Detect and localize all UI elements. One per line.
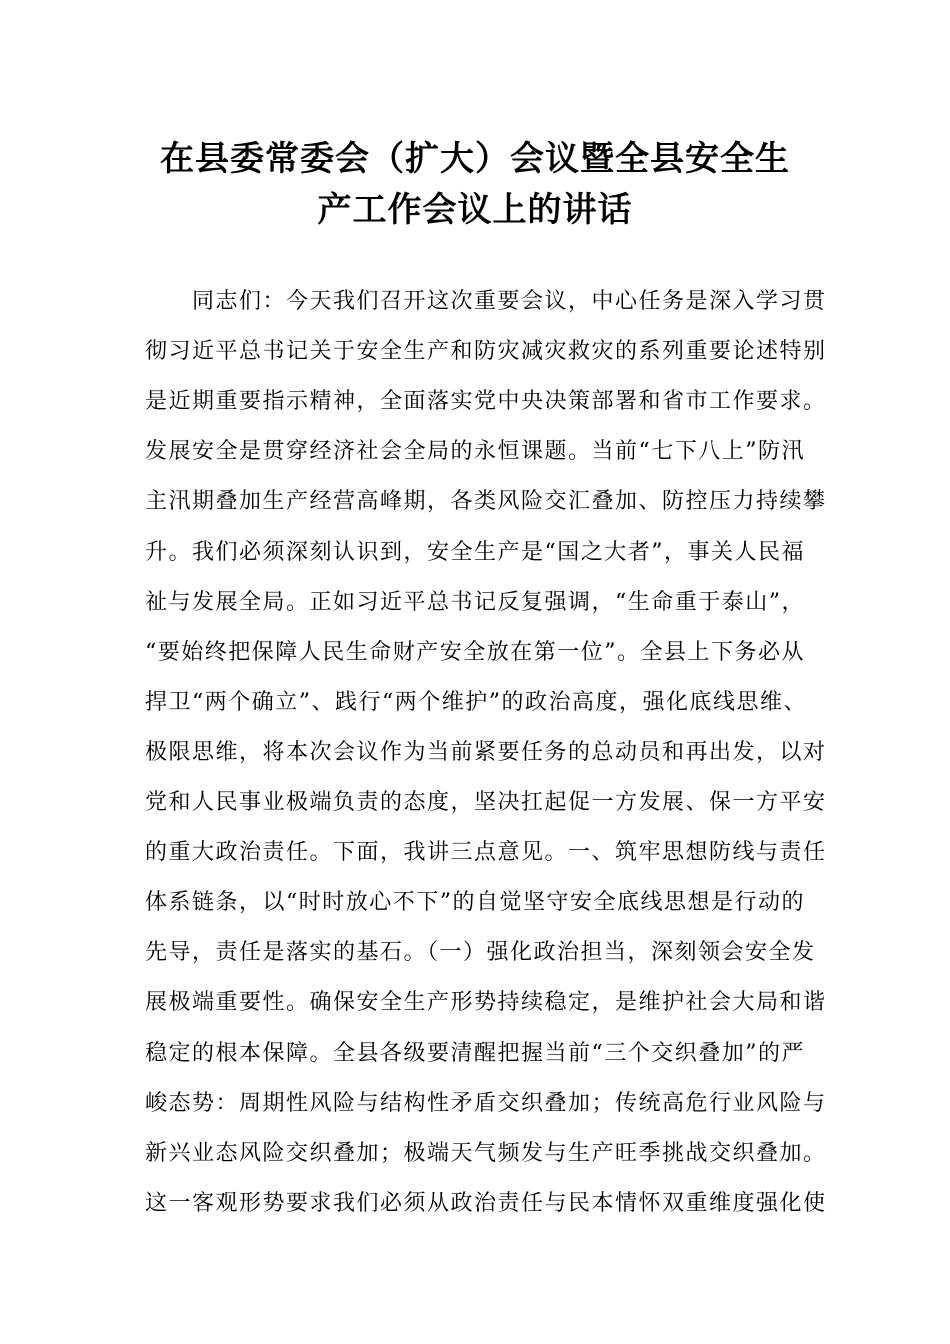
body-line: 极限思维，将本次会议作为当前紧要任务的总动员和再出发，以对 [145, 739, 827, 765]
body-line: 捍卫“两个确立”、践行“两个维护”的政治高度，强化底线思维、 [145, 689, 807, 715]
body-line: 先导，责任是落实的基石。（一）强化政治担当，深刻领会安全发 [145, 940, 816, 966]
body-line: 升。我们必须深刻认识到，安全生产是“国之大者”，事关人民福 [145, 539, 805, 565]
body-line: 彻习近平总书记关于安全生产和防灾减灾救灾的系列重要论述特别 [145, 339, 827, 365]
document-title-line-2: 产工作会议上的讲话 [317, 190, 633, 230]
body-line: 发展安全是贯穿经济社会全局的永恒课题。当前“七下八上”防汛 [145, 439, 805, 465]
body-line: 展极端重要性。确保安全生产形势持续稳定，是维护社会大局和谐 [145, 990, 827, 1016]
body-line: 主汛期叠加生产经营高峰期，各类风险交汇叠加、防控压力持续攀 [145, 489, 827, 515]
body-line: 这一客观形势要求我们必须从政治责任与民本情怀双重维度强化使 [145, 1190, 827, 1216]
body-line: 峻态势：周期性风险与结构性矛盾交织叠加；传统高危行业风险与 [145, 1090, 827, 1116]
body-line: 的重大政治责任。下面，我讲三点意见。一、筑牢思想防线与责任 [145, 840, 827, 866]
body-line: 新兴业态风险交织叠加；极端天气频发与生产旺季挑战交织叠加。 [145, 1140, 827, 1166]
body-line: 体系链条，以“时时放心不下”的自觉坚守安全底线思想是行动的 [145, 890, 805, 916]
body-line: 祉与发展全局。正如习近平总书记反复强调，“生命重于泰山”， [145, 589, 805, 615]
body-line: 稳定的根本保障。全县各级要清醒把握当前“三个交织叠加”的严 [145, 1040, 805, 1066]
body-line: 党和人民事业极端负责的态度，坚决扛起促一方发展、保一方平安 [145, 790, 827, 815]
body-line: 是近期重要指示精神，全面落实党中央决策部署和省市工作要求。 [145, 389, 827, 415]
body-line: 同志们：今天我们召开这次重要会议，中心任务是深入学习贯 [145, 289, 827, 314]
document-title-line-1: 在县委常委会（扩大）会议暨全县安全生 [160, 139, 790, 179]
body-line: “要始终把保障人民生命财产安全放在第一位”。全县上下务必从 [145, 639, 805, 665]
